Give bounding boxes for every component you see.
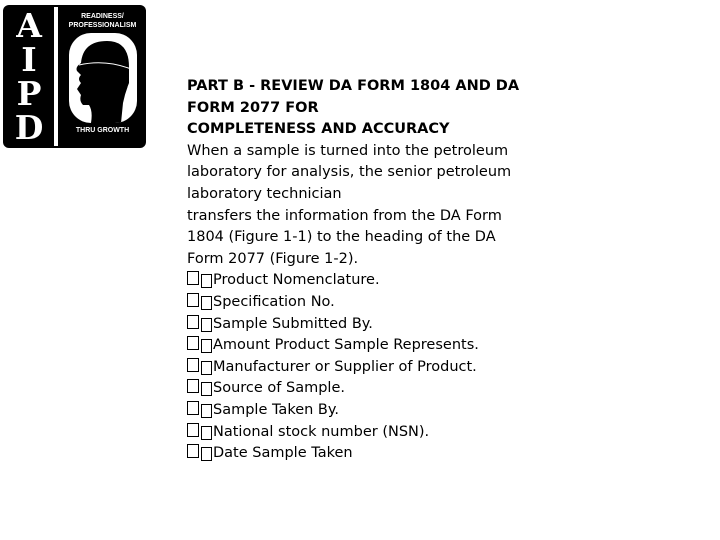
list-item: Sample Taken By. <box>187 400 707 422</box>
checkbox-glyph-icon <box>187 271 199 285</box>
checkbox-glyph-icon <box>187 444 199 458</box>
logo-letters <box>9 6 49 147</box>
soldier-head-icon <box>69 33 137 123</box>
checkbox-glyph-icon <box>201 382 212 396</box>
body-line: When a sample is turned into the petroleum <box>187 142 509 159</box>
checkbox-glyph-icon <box>187 379 199 393</box>
heading-line: FORM 2077 FOR <box>187 99 319 116</box>
checkbox-glyph-icon <box>201 339 212 353</box>
body-line: transfers the information from the DA Form <box>187 207 502 224</box>
checkbox-glyph-icon <box>201 426 212 440</box>
logo-letter: A <box>16 6 42 45</box>
checkbox-glyph-icon <box>187 336 199 350</box>
list-item: Amount Product Sample Represents. <box>187 335 707 357</box>
checkbox-glyph-icon <box>187 401 199 415</box>
checkbox-glyph-icon <box>187 423 199 437</box>
logo-panel <box>61 5 144 148</box>
checkbox-glyph-icon <box>201 318 212 332</box>
heading-line: COMPLETENESS AND ACCURACY <box>187 121 450 138</box>
list-item: Product Nomenclature. <box>187 270 707 292</box>
body-line: laboratory technician <box>187 185 342 202</box>
logo-letter: P <box>16 74 42 113</box>
checkbox-glyph-icon <box>187 293 199 307</box>
checkbox-glyph-icon <box>201 361 212 375</box>
logo-letter: I <box>21 40 37 79</box>
checkbox-glyph-icon <box>201 447 212 461</box>
checkbox-glyph-icon <box>201 274 212 288</box>
list-item: Date Sample Taken <box>187 443 707 465</box>
list-item: Source of Sample. <box>187 378 707 400</box>
logo-top-text: READINESS/ PROFESSIONALISM <box>68 13 137 29</box>
logo-divider <box>54 7 58 146</box>
list-item: Specification No. <box>187 292 707 314</box>
heading-line: PART B - REVIEW DA FORM 1804 AND DA <box>187 78 520 94</box>
logo-bottom-text: THRU GROWTH <box>75 127 130 134</box>
checkbox-glyph-icon <box>201 404 212 418</box>
list-item: Sample Submitted By. <box>187 314 707 336</box>
body-line: 1804 (Figure 1-1) to the heading of the DA <box>187 229 496 246</box>
aipd-logo <box>3 5 146 148</box>
checkbox-glyph-icon <box>187 315 199 329</box>
checkbox-glyph-icon <box>187 358 199 372</box>
body-line: laboratory for analysis, the senior petroleum <box>187 164 512 181</box>
list-item: National stock number (NSN). <box>187 422 707 444</box>
logo-letter: D <box>14 108 44 147</box>
checkbox-glyph-icon <box>201 296 212 310</box>
body-line: Form 2077 (Figure 1-2). <box>187 250 359 267</box>
list-item: Manufacturer or Supplier of Product. <box>187 357 707 379</box>
document-text <box>187 76 707 465</box>
